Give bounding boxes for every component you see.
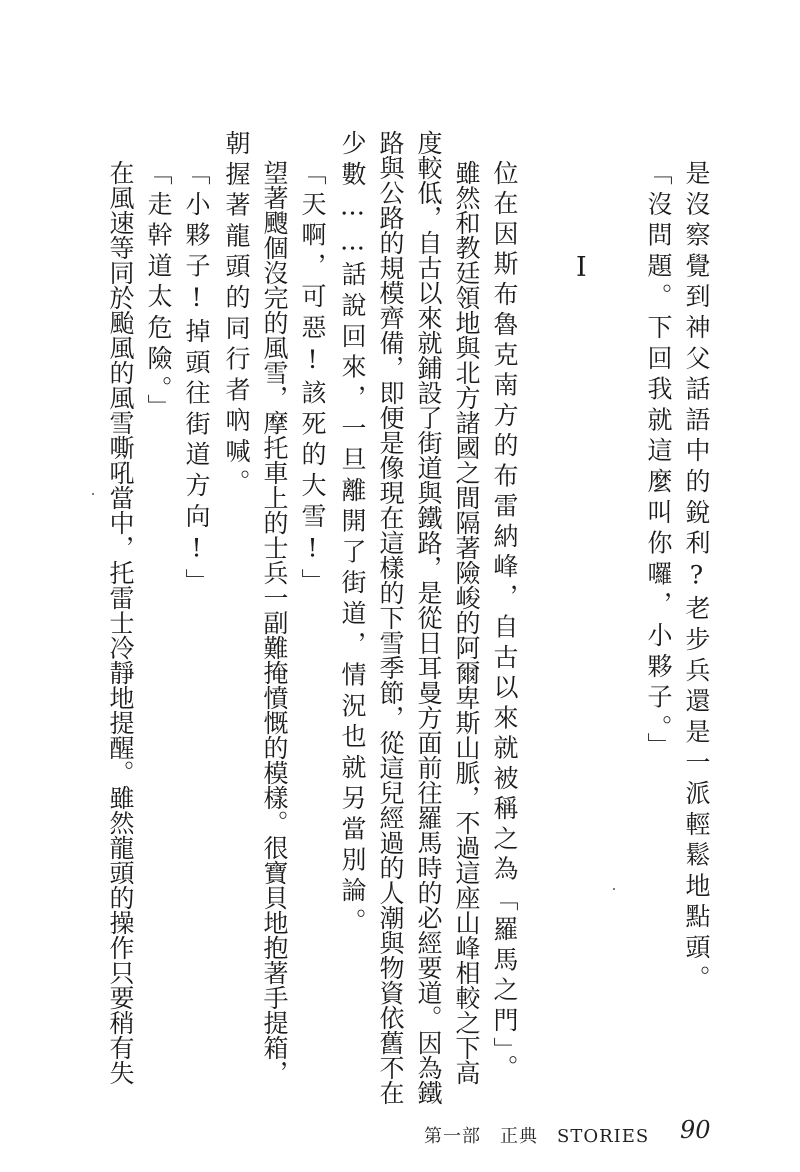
page-number: 90 [680, 1116, 711, 1144]
text-column: 望著颼個沒完的風雪，摩托車上的士兵一副難掩憤慨的模樣。很寶貝地抱著手提箱， [260, 160, 289, 1085]
text-column: 「小夥子!掉頭往街道方向!」 [182, 160, 211, 600]
text-column: 在風速等同於颱風的風雪嘶吼當中，托雷士冷靜地提醒。雖然龍頭的操作只要稍有失 [106, 160, 135, 1085]
text-column: 「沒問題。下回我就這麼叫你囉，小夥子。」 [644, 160, 673, 764]
text-column: 是沒察覺到神父話語中的銳利?老步兵還是一派輕鬆地點頭。 [682, 160, 711, 996]
scan-speck [613, 888, 615, 890]
running-footer: 第一部 正典 STORIES [424, 1126, 650, 1147]
text-column: 路與公路的規模齊備，即便是像現在這樣的下雪季節，從這兒經過的人潮與物資依舊不在 [376, 130, 405, 1105]
scan-speck [92, 493, 94, 495]
section-heading: I [576, 252, 587, 283]
text-column: 度較低，自古以來就鋪設了街道與鐵路，是從日耳曼方面前往羅馬時的必經要道。因為鐵 [414, 130, 443, 1105]
text-column: 朝握著龍頭的同行者吶喊。 [222, 130, 251, 500]
text-column: 「走幹道太危險。」 [144, 160, 173, 425]
text-column: 少數……話說回來，一旦離開了街道，情況也就另當別論。 [338, 130, 367, 939]
text-column: 位在因斯布魯克南方的布雷納峰，自古以來就被稱之為「羅馬之門」。 [490, 160, 519, 1085]
text-column: 雖然和教廷領地與北方諸國之間隔著險峻的阿爾卑斯山脈，不過這座山峰相較之下高 [452, 160, 481, 1085]
text-column: 「天啊，可惡!該死的大雪!」 [298, 160, 327, 600]
